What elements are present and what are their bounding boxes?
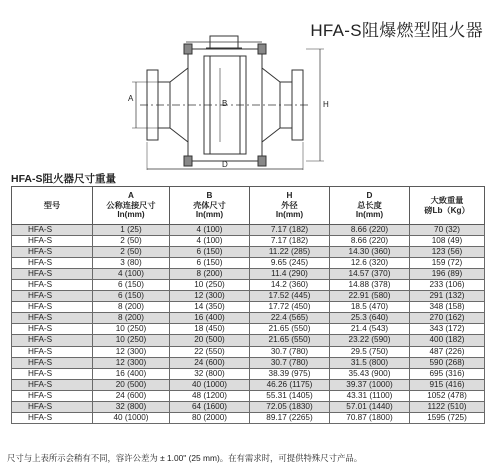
cell-overall-length: 22.91 (580): [330, 291, 410, 302]
flame-arrester-drawing: [110, 30, 340, 170]
cell-overall-length: 14.57 (370): [330, 269, 410, 280]
cell-approx-weight: 108 (49): [410, 236, 485, 247]
cell-approx-weight: 915 (416): [410, 379, 485, 390]
cell-housing-size: 64 (1600): [170, 401, 250, 412]
table-row: [12, 302, 485, 313]
cell-overall-length: 70.87 (1800): [330, 412, 410, 423]
cell-connection-size: 1 (25): [93, 225, 170, 236]
cell-model: HFA-S: [12, 291, 93, 302]
cell-approx-weight: 233 (106): [410, 280, 485, 291]
dim-label-a: A: [128, 94, 134, 103]
cell-outer-diameter: 11.4 (290): [250, 269, 330, 280]
header-approx-weight: 大致重量 磅Lb（Kg）: [410, 187, 485, 225]
cell-approx-weight: 123 (56): [410, 247, 485, 258]
cell-approx-weight: 1122 (510): [410, 401, 485, 412]
cell-outer-diameter: 17.72 (450): [250, 302, 330, 313]
table-row: [12, 247, 485, 258]
table-row: [12, 236, 485, 247]
cell-connection-size: 24 (600): [93, 390, 170, 401]
table-caption: HFA-S阻火器尺寸重量: [11, 173, 116, 185]
page-title: HFA-S阻爆燃型阻火器: [310, 21, 483, 40]
cell-outer-diameter: 46.26 (1175): [250, 379, 330, 390]
cell-overall-length: 8.66 (220): [330, 225, 410, 236]
cell-outer-diameter: 17.52 (445): [250, 291, 330, 302]
cell-outer-diameter: 30.7 (780): [250, 357, 330, 368]
cell-outer-diameter: 72.05 (1830): [250, 401, 330, 412]
cell-model: HFA-S: [12, 258, 93, 269]
cell-connection-size: 12 (300): [93, 346, 170, 357]
cell-outer-diameter: 55.31 (1405): [250, 390, 330, 401]
cell-connection-size: 40 (1000): [93, 412, 170, 423]
table-row: [12, 401, 485, 412]
table-row: [12, 412, 485, 423]
cell-approx-weight: 400 (182): [410, 335, 485, 346]
cell-model: HFA-S: [12, 324, 93, 335]
cell-approx-weight: 695 (316): [410, 368, 485, 379]
cell-approx-weight: 343 (172): [410, 324, 485, 335]
cell-housing-size: 40 (1000): [170, 379, 250, 390]
cell-model: HFA-S: [12, 357, 93, 368]
cell-overall-length: 31.5 (800): [330, 357, 410, 368]
table-row: [12, 390, 485, 401]
cell-model: HFA-S: [12, 346, 93, 357]
table-body: [12, 225, 485, 424]
header-outer-diameter: H 外径 In(mm): [250, 187, 330, 225]
cell-housing-size: 12 (300): [170, 291, 250, 302]
cell-outer-diameter: 9.65 (245): [250, 258, 330, 269]
cell-approx-weight: 348 (158): [410, 302, 485, 313]
cell-outer-diameter: 21.65 (550): [250, 324, 330, 335]
table-row: [12, 291, 485, 302]
cell-housing-size: 6 (150): [170, 258, 250, 269]
cell-overall-length: 14.30 (360): [330, 247, 410, 258]
cell-model: HFA-S: [12, 401, 93, 412]
dimension-table: [11, 186, 485, 424]
cell-housing-size: 24 (600): [170, 357, 250, 368]
cell-connection-size: 3 (80): [93, 258, 170, 269]
cell-connection-size: 10 (250): [93, 324, 170, 335]
cell-housing-size: 16 (400): [170, 313, 250, 324]
cell-outer-diameter: 7.17 (182): [250, 225, 330, 236]
cell-housing-size: 80 (2000): [170, 412, 250, 423]
cell-overall-length: 14.88 (378): [330, 280, 410, 291]
cell-model: HFA-S: [12, 335, 93, 346]
cell-overall-length: 57.01 (1440): [330, 401, 410, 412]
cell-approx-weight: 70 (32): [410, 225, 485, 236]
cell-overall-length: 43.31 (1100): [330, 390, 410, 401]
cell-housing-size: 32 (800): [170, 368, 250, 379]
cell-housing-size: 14 (350): [170, 302, 250, 313]
cell-connection-size: 6 (150): [93, 280, 170, 291]
cell-model: HFA-S: [12, 412, 93, 423]
cell-overall-length: 23.22 (590): [330, 335, 410, 346]
cell-connection-size: 16 (400): [93, 368, 170, 379]
cell-connection-size: 8 (200): [93, 302, 170, 313]
cell-model: HFA-S: [12, 269, 93, 280]
table-row: [12, 280, 485, 291]
table-row: [12, 335, 485, 346]
cell-overall-length: 8.66 (220): [330, 236, 410, 247]
header-model: 型号: [12, 187, 93, 225]
cell-outer-diameter: 7.17 (182): [250, 236, 330, 247]
cell-model: HFA-S: [12, 225, 93, 236]
cell-model: HFA-S: [12, 379, 93, 390]
cell-connection-size: 2 (50): [93, 247, 170, 258]
table-row: [12, 324, 485, 335]
cell-outer-diameter: 21.65 (550): [250, 335, 330, 346]
cell-overall-length: 21.4 (543): [330, 324, 410, 335]
cell-approx-weight: 590 (268): [410, 357, 485, 368]
cell-outer-diameter: 22.4 (565): [250, 313, 330, 324]
table-row: [12, 368, 485, 379]
cell-housing-size: 18 (450): [170, 324, 250, 335]
table-row: [12, 357, 485, 368]
table-row: [12, 269, 485, 280]
table-row: [12, 346, 485, 357]
cell-approx-weight: 487 (226): [410, 346, 485, 357]
cell-housing-size: 6 (150): [170, 247, 250, 258]
cell-model: HFA-S: [12, 302, 93, 313]
cell-connection-size: 2 (50): [93, 236, 170, 247]
dim-label-b: B: [222, 99, 228, 108]
cell-approx-weight: 1052 (478): [410, 390, 485, 401]
cell-approx-weight: 159 (72): [410, 258, 485, 269]
cell-approx-weight: 291 (132): [410, 291, 485, 302]
table-row: [12, 379, 485, 390]
header-connection-size: A 公称连接尺寸 In(mm): [93, 187, 170, 225]
table-header-row: [12, 187, 485, 225]
cell-housing-size: 48 (1200): [170, 390, 250, 401]
cell-model: HFA-S: [12, 247, 93, 258]
cell-model: HFA-S: [12, 313, 93, 324]
cell-outer-diameter: 11.22 (285): [250, 247, 330, 258]
cell-connection-size: 32 (800): [93, 401, 170, 412]
cell-overall-length: 25.3 (640): [330, 313, 410, 324]
cell-outer-diameter: 89.17 (2265): [250, 412, 330, 423]
cell-approx-weight: 196 (89): [410, 269, 485, 280]
cell-model: HFA-S: [12, 280, 93, 291]
cell-overall-length: 29.5 (750): [330, 346, 410, 357]
header-housing-size: B 壳体尺寸 In(mm): [170, 187, 250, 225]
cell-outer-diameter: 14.2 (360): [250, 280, 330, 291]
cell-connection-size: 4 (100): [93, 269, 170, 280]
cell-housing-size: 22 (550): [170, 346, 250, 357]
cell-overall-length: 18.5 (470): [330, 302, 410, 313]
cell-housing-size: 4 (100): [170, 225, 250, 236]
table-row: [12, 258, 485, 269]
cell-approx-weight: 270 (162): [410, 313, 485, 324]
cell-outer-diameter: 30.7 (780): [250, 346, 330, 357]
cell-connection-size: 8 (200): [93, 313, 170, 324]
cell-housing-size: 20 (500): [170, 335, 250, 346]
table-row: [12, 225, 485, 236]
cell-outer-diameter: 38.39 (975): [250, 368, 330, 379]
cell-overall-length: 12.6 (320): [330, 258, 410, 269]
dim-label-d: D: [222, 160, 228, 169]
footnote: 尺寸与上表所示会稍有不同，容许公差为 ± 1.00" (25 mm)。在有需求时，可提供特殊尺寸产品。: [7, 453, 363, 463]
table-row: [12, 313, 485, 324]
cell-model: HFA-S: [12, 368, 93, 379]
cell-housing-size: 4 (100): [170, 236, 250, 247]
cell-housing-size: 10 (250): [170, 280, 250, 291]
cell-connection-size: 6 (150): [93, 291, 170, 302]
cell-housing-size: 8 (200): [170, 269, 250, 280]
cell-model: HFA-S: [12, 390, 93, 401]
cell-connection-size: 20 (500): [93, 379, 170, 390]
dim-label-h: H: [323, 100, 329, 109]
cell-overall-length: 35.43 (900): [330, 368, 410, 379]
cell-model: HFA-S: [12, 236, 93, 247]
cell-approx-weight: 1595 (725): [410, 412, 485, 423]
header-overall-length: D 总长度 In(mm): [330, 187, 410, 225]
cell-overall-length: 39.37 (1000): [330, 379, 410, 390]
cell-connection-size: 12 (300): [93, 357, 170, 368]
cell-connection-size: 10 (250): [93, 335, 170, 346]
